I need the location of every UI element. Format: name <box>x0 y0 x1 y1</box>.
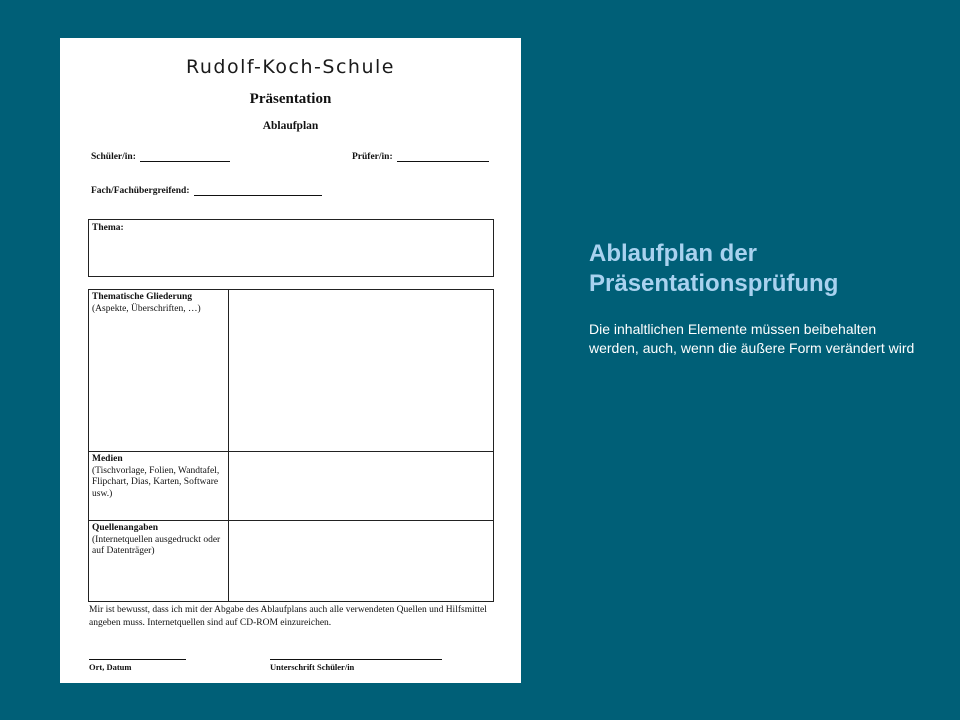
subject-blank <box>194 186 322 196</box>
place-date-line <box>89 659 186 660</box>
signature-line <box>270 659 442 660</box>
slide-description: Die inhaltlichen Elemente müssen beibehalten werden, auch, wenn die äußere Form verändert wird <box>589 321 915 356</box>
examiner-blank <box>397 152 489 162</box>
media-label: Medien (Tischvorlage, Folien, Wandtafel, Flipchart, Dias, Karten, Software usw.) <box>92 454 220 499</box>
grid-column-divider <box>228 290 229 601</box>
topic-label: Thema: <box>92 223 124 233</box>
examiner-label: Prüfer/in: <box>352 152 393 162</box>
form-subtitle: Ablaufplan <box>262 120 319 132</box>
subject-label: Fach/Fachübergreifend: <box>91 186 190 196</box>
school-name: Rudolf-Koch-Schule <box>186 56 395 78</box>
content-grid <box>88 289 494 602</box>
student-blank <box>140 152 230 162</box>
place-date-label: Ort, Datum <box>89 662 132 672</box>
examiner-field <box>352 152 489 162</box>
form-title: Präsentation <box>249 91 332 107</box>
slide-title: Ablaufplan der Präsentationsprüfung <box>589 240 839 297</box>
topic-box <box>88 219 494 277</box>
outline-label: Thematische Gliederung (Aspekte, Überschriften, …) <box>92 292 201 314</box>
student-field <box>91 152 230 162</box>
grid-row-divider-1 <box>89 451 493 452</box>
subject-field <box>91 186 322 196</box>
signature-label: Unterschrift Schüler/in <box>270 662 355 672</box>
sources-label: Quellenangaben (Internetquellen ausgedruckt oder auf Datenträger) <box>92 523 221 556</box>
declaration-text: Mir ist bewusst, dass ich mit der Abgabe des Ablaufplans auch alle verwendeten Quellen und Hilfsmittel angeben muss. Internetquellen sind auf CD-ROM einzureichen. <box>89 605 487 628</box>
student-label: Schüler/in: <box>91 152 136 162</box>
form-document <box>60 38 521 683</box>
grid-row-divider-2 <box>89 520 493 521</box>
